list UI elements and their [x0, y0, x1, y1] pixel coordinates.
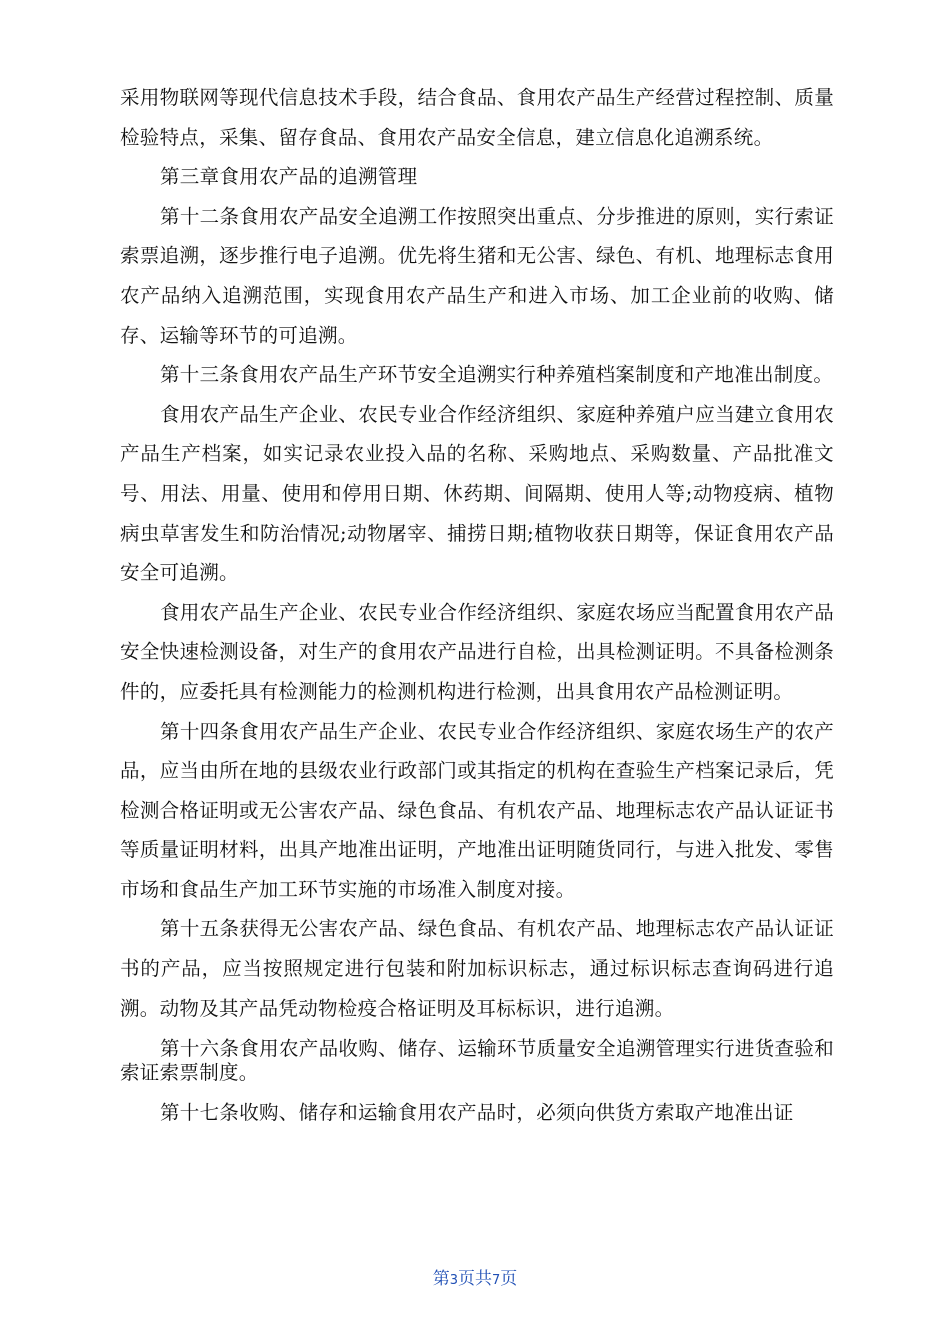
article-17: 第十七条收购、储存和运输食用农产品时，必须向供货方索取产地准出证 [160, 1101, 794, 1125]
footer-prefix: 第 [432, 1269, 450, 1289]
article-13: 第十三条食用农产品生产环节安全追溯实行种养殖档案制度和产地准出制度。 [160, 363, 834, 387]
paragraph-production-records: 食用农产品生产企业、农民专业合作经济组织、家庭种养殖户应当建立食用农产品生产档案，如实记录农业投入品的名称、采购地点、采购数量、产品批准文号、用法、用量、使用和停用日期、休药期、间隔期、使用人等;动物疫病、植物病虫草害发生和防治情况;动物屠宰、捕捞日期;植物收获日期等，保证食用农产品安全可追溯。 [120, 402, 834, 585]
article-15: 第十五条获得无公害农产品、绿色食品、有机农产品、地理标志农产品认证证书的产品，应当按照规定进行包装和附加标识标志，通过标识标志查询码进行追溯。动物及其产品凭动物检疫合格证明及耳标标识，进行追溯。 [120, 917, 834, 1020]
article-14: 第十四条食用农产品生产企业、农民专业合作经济组织、家庭农场生产的农产品，应当由所在地的县级农业行政部门或其指定的机构在查验生产档案记录后，凭检测合格证明或无公害农产品、绿色食品、有机农产品、地理标志农产品认证证书等质量证明材料，出具产地准出证明，产地准出证明随货同行，与进入批发、零售市场和食品生产加工环节实施的市场准入制度对接。 [120, 719, 834, 901]
paragraph-intro-continuation: 采用物联网等现代信息技术手段，结合食品、食用农产品生产经营过程控制、质量检验特点，采集、留存食品、食用农产品安全信息，建立信息化追溯系统。 [120, 86, 834, 149]
footer-middle: 页共 [458, 1269, 492, 1289]
chapter-heading: 第三章食用农产品的追溯管理 [160, 165, 418, 189]
footer-suffix: 页 [500, 1269, 518, 1289]
paragraph-testing-equipment: 食用农产品生产企业、农民专业合作经济组织、家庭农场应当配置食用农产品安全快速检测设备，对生产的食用农产品进行自检，出具检测证明。不具备检测条件的，应委托具有检测能力的检测机构进行检测，出具食用农产品检测证明。 [120, 600, 834, 703]
document-body [120, 78, 834, 1133]
current-page-number: 3 [449, 1273, 458, 1288]
article-12: 第十二条食用农产品安全追溯工作按照突出重点、分步推进的原则，实行索证索票追溯，逐步推行电子追溯。优先将生猪和无公害、绿色、有机、地理标志食用农产品纳入追溯范围，实现食用农产品生产和进入市场、加工企业前的收购、储存、运输等环节的可追溯。 [120, 204, 834, 347]
total-pages-number: 7 [492, 1273, 501, 1288]
article-16: 第十六条食用农产品收购、储存、运输环节质量安全追溯管理实行进货查验和索证索票制度。 [120, 1037, 834, 1085]
page-footer [0, 1264, 950, 1289]
